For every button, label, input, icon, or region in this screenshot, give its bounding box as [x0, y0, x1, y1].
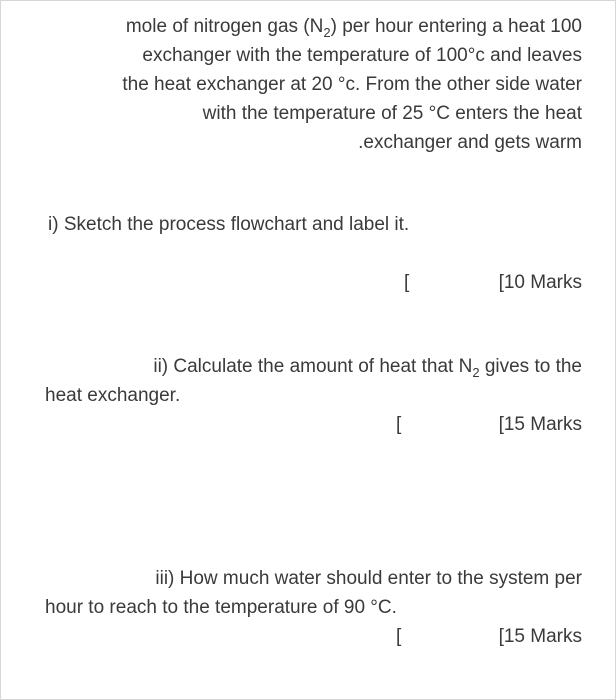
intro-line-1: mole of nitrogen gas $(N_2)$ per hour entering a heat 100 — [125, 16, 582, 40]
question-1-bracket: [ — [404, 272, 410, 293]
question-2-bracket: [ — [396, 414, 402, 435]
question-2-text-line-2: heat exchanger. — [45, 385, 181, 406]
question-3-text: iii) How much water should enter to the system per — [155, 568, 582, 589]
intro-line-5: .exchanger and gets warm — [358, 132, 582, 153]
question-3-text-line-2: hour to reach to the temperature of 90 °C. — [45, 597, 397, 618]
question-2-marks: [15 Marks — [498, 414, 582, 435]
question-2-text: ii) Calculate the amount of heat that $N_2$ gives to the — [153, 356, 582, 380]
intro-line-2: exchanger with the temperature of 100°c and leaves — [142, 45, 582, 66]
question-3-bracket: [ — [396, 626, 402, 647]
intro-line-3: the heat exchanger at 20 °c. From the other side water — [122, 74, 582, 95]
subscript-2: 2 — [323, 25, 331, 40]
subscript-2: 2 — [472, 365, 480, 380]
intro-line-4: with the temperature of 25 °C enters the heat — [202, 103, 582, 124]
question-3-marks: [15 Marks — [498, 626, 582, 647]
question-1-marks: [10 Marks — [498, 272, 582, 293]
question-1-text: i) Sketch the process flowchart and label it. — [48, 214, 410, 235]
